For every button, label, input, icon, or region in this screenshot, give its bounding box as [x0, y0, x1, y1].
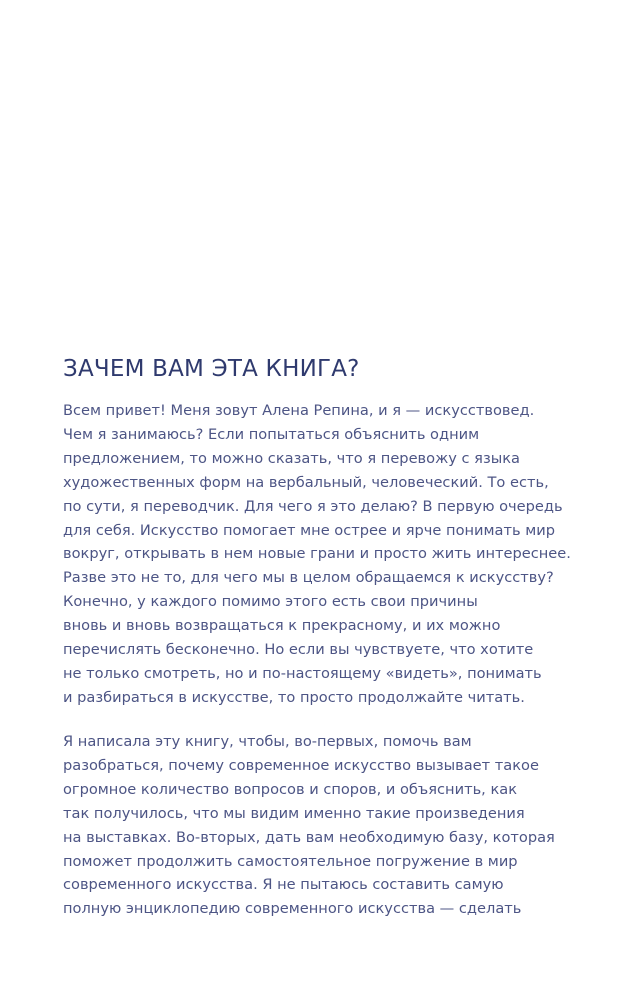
text-line: для себя. Искусство помогает мне острее и ярче понимать мир — [63, 521, 555, 539]
text-line: поможет продолжить самостоятельное погружение в мир — [63, 852, 518, 870]
text-line: современного искусства. Я не пытаюсь составить самую — [63, 876, 504, 894]
text-line: так получилось, что мы видим именно такие произведения — [63, 804, 525, 822]
text-line: не только смотреть, но и по-настоящему «видеть», понимать — [63, 664, 542, 682]
text-line: предложением, то можно сказать, что я перевожу с языка — [63, 449, 520, 467]
text-line: Всем привет! Меня зовут Алена Репина, и я — искусствовед. — [63, 402, 535, 419]
paragraph-purpose — [63, 730, 555, 921]
text-line: перечислять бесконечно. Но если вы чувствуете, что хотите — [63, 641, 534, 659]
text-line: огромное количество вопросов и споров, и объяснить, как — [63, 780, 518, 798]
text-line: вокруг, открывать в нем новые грани и просто жить интереснее. — [63, 545, 571, 563]
chapter-heading: ЗАЧЕМ ВАМ ЭТА КНИГА? — [63, 356, 360, 382]
text-line: полную энциклопедию современного искусства — сделать — [63, 900, 522, 918]
text-line: художественных форм на вербальный, человеческий. То есть, — [63, 473, 549, 491]
text-line: по сути, я переводчик. Для чего я это делаю? В первую очередь — [63, 497, 563, 515]
text-line: на выставках. Во-вторых, дать вам необходимую базу, которая — [63, 828, 555, 846]
text-line: вновь и вновь возвращаться к прекрасному, и их можно — [63, 617, 501, 635]
text-line: разобраться, почему современное искусство вызывает такое — [63, 756, 539, 774]
text-line: Разве это не то, для чего мы в целом обращаемся к искусству? — [63, 569, 554, 587]
paragraph-intro — [63, 399, 571, 710]
text-line: Я написала эту книгу, чтобы, во-первых, помочь вам — [63, 733, 472, 750]
text-line: Конечно, у каждого помимо этого есть свои причины — [63, 593, 478, 611]
text-line: и разбираться в искусстве, то просто продолжайте читать. — [63, 688, 525, 706]
text-line: Чем я занимаюсь? Если попытаться объяснить одним — [63, 425, 480, 443]
